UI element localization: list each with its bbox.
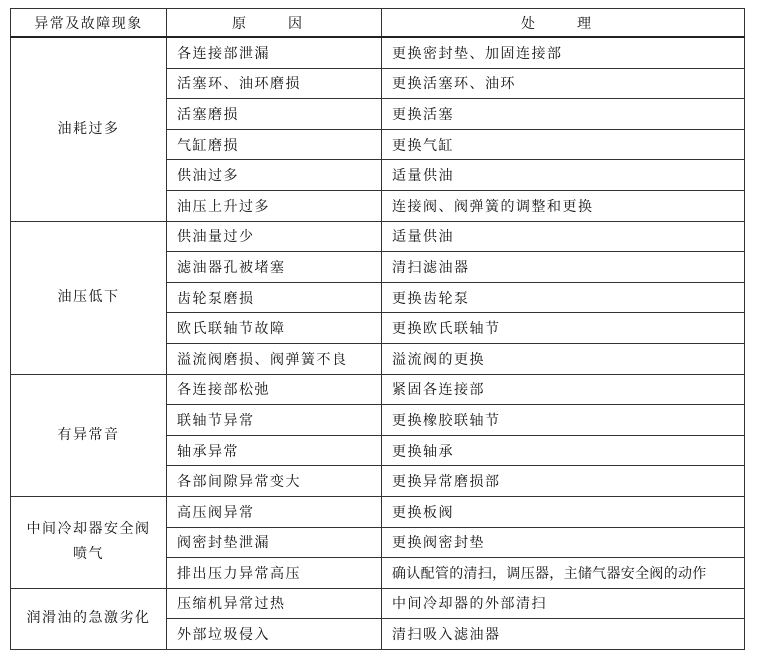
- action-cell: 更换板阀: [382, 496, 745, 527]
- cause-cell: 活塞磨损: [167, 99, 382, 130]
- action-cell: 更换气缸: [382, 129, 745, 160]
- table-body: [11, 37, 745, 649]
- header-symptom: 异常及故障现象: [11, 9, 167, 38]
- action-cell: 更换欧氏联轴节: [382, 313, 745, 344]
- action-cell: 更换阀密封垫: [382, 527, 745, 558]
- cause-cell: 轴承异常: [167, 435, 382, 466]
- action-cell: 确认配管的清扫，调压器，主储气器安全阀的动作: [382, 558, 745, 589]
- action-cell: 更换密封垫、加固连接部: [382, 37, 745, 68]
- table-row: [11, 37, 745, 68]
- action-cell: 适量供油: [382, 221, 745, 252]
- cause-cell: 各部间隙异常变大: [167, 466, 382, 497]
- cause-cell: 活塞环、油环磨损: [167, 68, 382, 99]
- cause-cell: 外部垃圾侵入: [167, 619, 382, 650]
- table-row: [11, 221, 745, 252]
- cause-cell: 齿轮泵磨损: [167, 282, 382, 313]
- action-cell: 适量供油: [382, 160, 745, 191]
- action-cell: 紧固各连接部: [382, 374, 745, 405]
- header-action: 处 理: [382, 9, 745, 38]
- cause-cell: 溢流阀磨损、阀弹簧不良: [167, 343, 382, 374]
- action-cell: 更换齿轮泵: [382, 282, 745, 313]
- action-cell: 中间冷却器的外部清扫: [382, 588, 745, 619]
- action-cell: 更换橡胶联轴节: [382, 405, 745, 436]
- table-row: [11, 588, 745, 619]
- action-cell: 清扫滤油器: [382, 252, 745, 283]
- action-cell: 清扫吸入滤油器: [382, 619, 745, 650]
- action-cell: 更换轴承: [382, 435, 745, 466]
- cause-cell: 欧氏联轴节故障: [167, 313, 382, 344]
- cause-cell: 联轴节异常: [167, 405, 382, 436]
- cause-cell: 各连接部泄漏: [167, 37, 382, 68]
- cause-cell: 供油量过少: [167, 221, 382, 252]
- cause-cell: 供油过多: [167, 160, 382, 191]
- cause-cell: 排出压力异常高压: [167, 558, 382, 589]
- action-cell: 连接阀、阀弹簧的调整和更换: [382, 190, 745, 221]
- table-header: [11, 9, 745, 38]
- action-cell: 更换活塞: [382, 99, 745, 130]
- cause-cell: 压缩机异常过热: [167, 588, 382, 619]
- action-cell: 更换异常磨损部: [382, 466, 745, 497]
- symptom-cell: 油耗过多: [11, 37, 167, 221]
- action-cell: 更换活塞环、油环: [382, 68, 745, 99]
- table-row: [11, 496, 745, 527]
- cause-cell: 高压阀异常: [167, 496, 382, 527]
- fault-table: [10, 8, 745, 650]
- symptom-cell: 有异常音: [11, 374, 167, 496]
- symptom-cell: 润滑油的急激劣化: [11, 588, 167, 649]
- cause-cell: 气缸磨损: [167, 129, 382, 160]
- action-cell: 溢流阀的更换: [382, 343, 745, 374]
- cause-cell: 油压上升过多: [167, 190, 382, 221]
- cause-cell: 阀密封垫泄漏: [167, 527, 382, 558]
- symptom-cell: 油压低下: [11, 221, 167, 374]
- header-cause: 原 因: [167, 9, 382, 38]
- cause-cell: 各连接部松弛: [167, 374, 382, 405]
- symptom-cell: 中间冷却器安全阀喷气: [11, 496, 167, 588]
- table-row: [11, 374, 745, 405]
- cause-cell: 滤油器孔被堵塞: [167, 252, 382, 283]
